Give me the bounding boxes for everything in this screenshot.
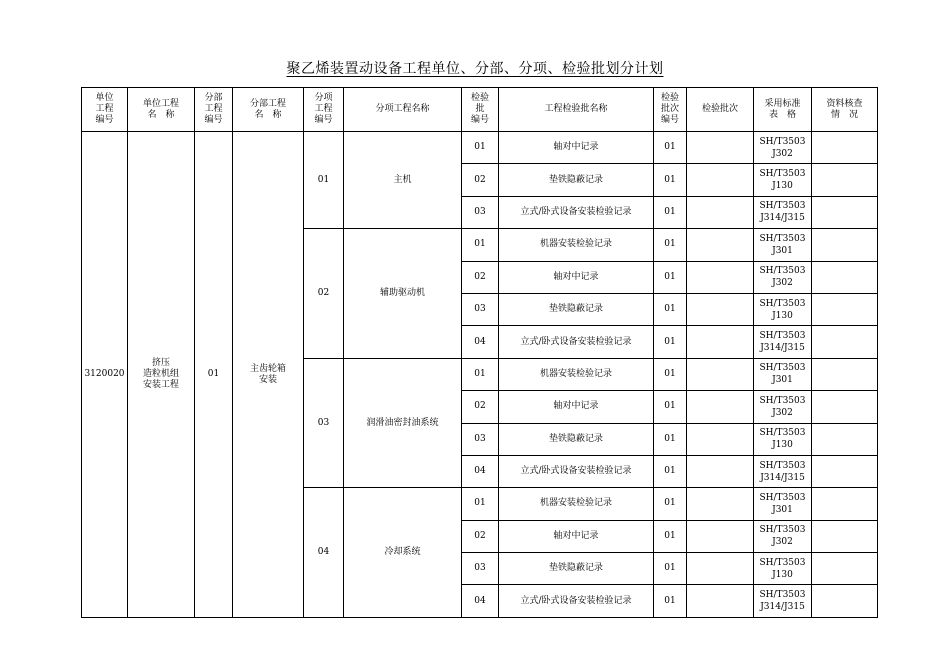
record-check-cell[interactable] — [812, 585, 878, 618]
batch-code-cell: 02 — [462, 164, 499, 196]
batch-name-cell: 轴对中记录 — [499, 391, 654, 423]
batch-count-cell[interactable] — [687, 358, 754, 390]
batch-count-cell[interactable] — [687, 293, 754, 325]
unit-name-cell: 挤压 造粒机组 安装工程 — [128, 132, 195, 618]
batch-code-cell: 01 — [462, 229, 499, 261]
batch-name-cell: 轴对中记录 — [499, 261, 654, 293]
record-check-cell[interactable] — [812, 196, 878, 228]
batch-code-cell: 03 — [462, 553, 499, 585]
batch-code-cell: 04 — [462, 326, 499, 358]
batch-name-cell: 垫铁隐蔽记录 — [499, 164, 654, 196]
batch-count-cell[interactable] — [687, 326, 754, 358]
batch-count-cell[interactable] — [687, 391, 754, 423]
batch-code-cell: 04 — [462, 585, 499, 618]
header-record-check: 资料核查 情 况 — [812, 88, 878, 132]
division-plan-table — [81, 87, 878, 618]
standard-cell: SH/T3503 J302 — [754, 261, 812, 293]
standard-cell: SH/T3503 J314/J315 — [754, 196, 812, 228]
batch-no-cell: 01 — [654, 455, 687, 487]
division-code-cell: 01 — [195, 132, 233, 618]
batch-no-cell: 01 — [654, 164, 687, 196]
batch-count-cell[interactable] — [687, 585, 754, 618]
standard-cell: SH/T3503 J302 — [754, 391, 812, 423]
batch-no-cell: 01 — [654, 261, 687, 293]
batch-name-cell: 机器安装检验记录 — [499, 488, 654, 520]
batch-code-cell: 04 — [462, 455, 499, 487]
batch-count-cell[interactable] — [687, 229, 754, 261]
batch-name-cell: 机器安装检验记录 — [499, 358, 654, 390]
record-check-cell[interactable] — [812, 455, 878, 487]
table-header-row — [82, 88, 878, 132]
batch-count-cell[interactable] — [687, 196, 754, 228]
header-division-name: 分部工程 名 称 — [233, 88, 304, 132]
standard-cell: SH/T3503 J301 — [754, 358, 812, 390]
subitem-code-cell: 04 — [304, 488, 344, 618]
standard-cell: SH/T3503 J302 — [754, 132, 812, 164]
title-text: 聚乙烯装置动设备工程单位、分部、分项、检验批划分计划 — [286, 61, 664, 77]
batch-count-cell[interactable] — [687, 261, 754, 293]
header-unit-code: 单位 工程 编号 — [82, 88, 128, 132]
header-standard-form: 采用标准 表 格 — [754, 88, 812, 132]
header-batch-name: 工程检验批名称 — [499, 88, 654, 132]
standard-cell: SH/T3503 J302 — [754, 520, 812, 552]
record-check-cell[interactable] — [812, 326, 878, 358]
batch-no-cell: 01 — [654, 488, 687, 520]
subitem-code-cell: 02 — [304, 229, 344, 359]
standard-cell: SH/T3503 J314/J315 — [754, 455, 812, 487]
page-title — [0, 58, 950, 78]
record-check-cell[interactable] — [812, 488, 878, 520]
standard-cell: SH/T3503 J130 — [754, 423, 812, 455]
standard-cell: SH/T3503 J301 — [754, 488, 812, 520]
subitem-code-cell: 03 — [304, 358, 344, 488]
record-check-cell[interactable] — [812, 358, 878, 390]
batch-name-cell: 机器安装检验记录 — [499, 229, 654, 261]
subitem-name-cell: 辅助驱动机 — [344, 229, 462, 359]
batch-count-cell[interactable] — [687, 553, 754, 585]
batch-code-cell: 02 — [462, 261, 499, 293]
standard-cell: SH/T3503 J314/J315 — [754, 326, 812, 358]
batch-name-cell: 轴对中记录 — [499, 132, 654, 164]
batch-no-cell: 01 — [654, 132, 687, 164]
record-check-cell[interactable] — [812, 164, 878, 196]
batch-no-cell: 01 — [654, 423, 687, 455]
subitem-name-cell: 润滑油密封油系统 — [344, 358, 462, 488]
subitem-name-cell: 冷却系统 — [344, 488, 462, 618]
batch-no-cell: 01 — [654, 585, 687, 618]
batch-code-cell: 03 — [462, 423, 499, 455]
batch-name-cell: 轴对中记录 — [499, 520, 654, 552]
subitem-name-cell: 主机 — [344, 132, 462, 229]
batch-no-cell: 01 — [654, 358, 687, 390]
division-name-cell: 主齿轮箱 安装 — [233, 132, 304, 618]
standard-cell: SH/T3503 J130 — [754, 553, 812, 585]
batch-count-cell[interactable] — [687, 488, 754, 520]
batch-no-cell: 01 — [654, 229, 687, 261]
standard-cell: SH/T3503 J314/J315 — [754, 585, 812, 618]
header-division-code: 分部 工程 编号 — [195, 88, 233, 132]
record-check-cell[interactable] — [812, 423, 878, 455]
batch-code-cell: 01 — [462, 132, 499, 164]
batch-no-cell: 01 — [654, 391, 687, 423]
record-check-cell[interactable] — [812, 261, 878, 293]
record-check-cell[interactable] — [812, 391, 878, 423]
standard-cell: SH/T3503 J301 — [754, 229, 812, 261]
batch-code-cell: 03 — [462, 196, 499, 228]
record-check-cell[interactable] — [812, 132, 878, 164]
batch-name-cell: 立式/卧式设备安装检验记录 — [499, 585, 654, 618]
batch-name-cell: 立式/卧式设备安装检验记录 — [499, 455, 654, 487]
batch-no-cell: 01 — [654, 553, 687, 585]
batch-count-cell[interactable] — [687, 132, 754, 164]
batch-name-cell: 立式/卧式设备安装检验记录 — [499, 196, 654, 228]
record-check-cell[interactable] — [812, 229, 878, 261]
header-subitem-name: 分项工程名称 — [344, 88, 462, 132]
standard-cell: SH/T3503 J130 — [754, 164, 812, 196]
header-batch-no: 检验 批次 编号 — [654, 88, 687, 132]
batch-no-cell: 01 — [654, 196, 687, 228]
batch-code-cell: 01 — [462, 488, 499, 520]
standard-cell: SH/T3503 J130 — [754, 293, 812, 325]
batch-name-cell: 垫铁隐蔽记录 — [499, 423, 654, 455]
unit-code-cell: 3120020 — [82, 132, 128, 618]
record-check-cell[interactable] — [812, 520, 878, 552]
batch-code-cell: 02 — [462, 391, 499, 423]
record-check-cell[interactable] — [812, 293, 878, 325]
batch-name-cell: 立式/卧式设备安装检验记录 — [499, 326, 654, 358]
batch-code-cell: 02 — [462, 520, 499, 552]
batch-name-cell: 垫铁隐蔽记录 — [499, 293, 654, 325]
batch-code-cell: 03 — [462, 293, 499, 325]
header-subitem-code: 分项 工程 编号 — [304, 88, 344, 132]
batch-name-cell: 垫铁隐蔽记录 — [499, 553, 654, 585]
batch-count-cell[interactable] — [687, 520, 754, 552]
batch-count-cell[interactable] — [687, 455, 754, 487]
batch-count-cell[interactable] — [687, 423, 754, 455]
batch-no-cell: 01 — [654, 520, 687, 552]
batch-no-cell: 01 — [654, 326, 687, 358]
table-row — [82, 132, 878, 164]
header-batch-count: 检验批次 — [687, 88, 754, 132]
header-unit-name: 单位工程 名 称 — [128, 88, 195, 132]
batch-code-cell: 01 — [462, 358, 499, 390]
record-check-cell[interactable] — [812, 553, 878, 585]
batch-no-cell: 01 — [654, 293, 687, 325]
batch-count-cell[interactable] — [687, 164, 754, 196]
header-batch-code: 检验 批 编号 — [462, 88, 499, 132]
subitem-code-cell: 01 — [304, 132, 344, 229]
